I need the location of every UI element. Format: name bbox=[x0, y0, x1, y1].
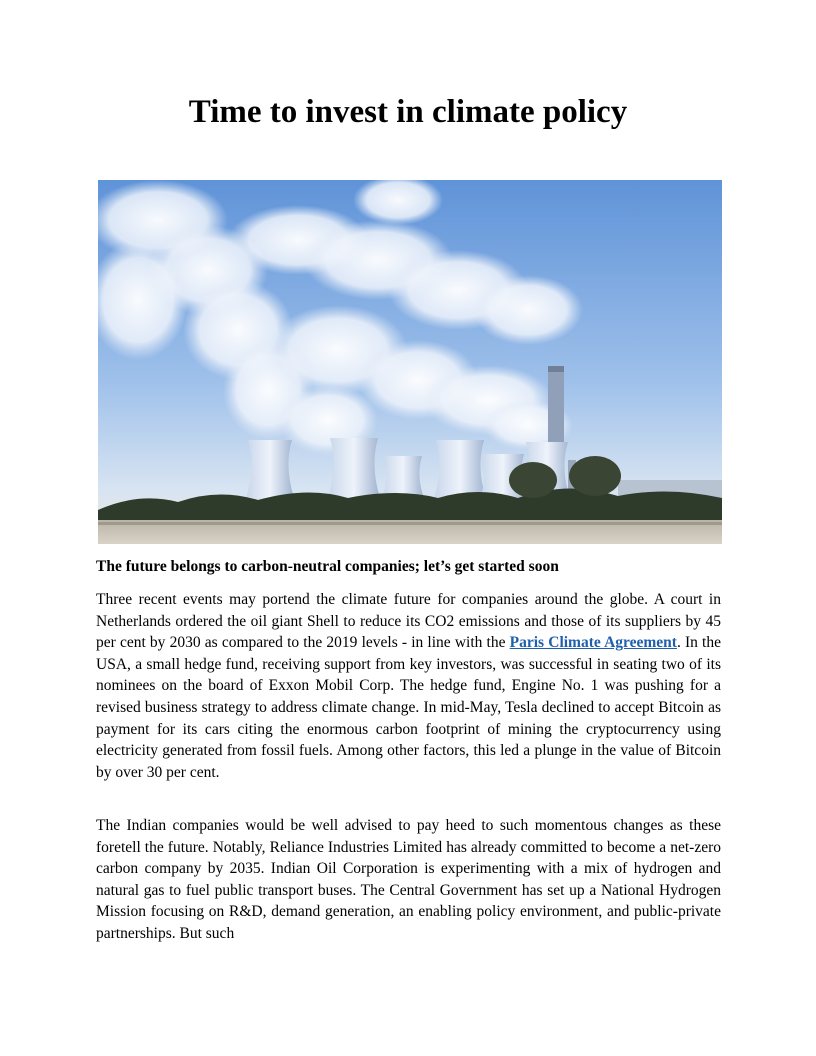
power-station-photo bbox=[98, 180, 722, 544]
paris-climate-agreement-link[interactable]: Paris Climate Agreement bbox=[509, 634, 677, 652]
article-paragraph-1 bbox=[96, 589, 721, 783]
paragraph-1-text-end: . In the USA, a small hedge fund, receiving support from key investors, was successful in seating two of its nominees on the board of Exxon Mobil Corp. The hedge fund, Engine No. 1 was pushing for a revised business strategy to address climate change. In mid-May, Tesla declined to accept Bitcoin as payment for its cars citing the enormous carbon footprint of mining the cryptocurrency using electricity generated from fossil fuels. Among other factors, this led a plunge in the value of Bitcoin by over 30 per cent. bbox=[96, 634, 721, 781]
power-station-illustration bbox=[98, 180, 722, 544]
article-paragraph-2: The Indian companies would be well advised to pay heed to such momentous changes as these foretell the future. Notably, Reliance Industries Limited has already committed to become a net-zero carbon company by 2035. Indian Oil Corporation is experimenting with a mix of hydrogen and natural gas to fuel public transport buses. The Central Government has set up a National Hydrogen Mission focusing on R&D, demand generation, an enabling policy environment, and public-private partnerships. But such bbox=[96, 817, 721, 942]
paragraph-1-text-start: Three recent events may portend the climate future for companies around the globe. A court in Netherlands ordered the oil giant Shell to reduce its CO2 emissions and those of its suppliers by 45 per cent by 2030 as compared to the 2019 levels - in line with the bbox=[96, 591, 721, 652]
article-subheading: The future belongs to carbon-neutral companies; let’s get started soon bbox=[96, 558, 559, 575]
article-title: Time to invest in climate policy bbox=[188, 94, 628, 130]
